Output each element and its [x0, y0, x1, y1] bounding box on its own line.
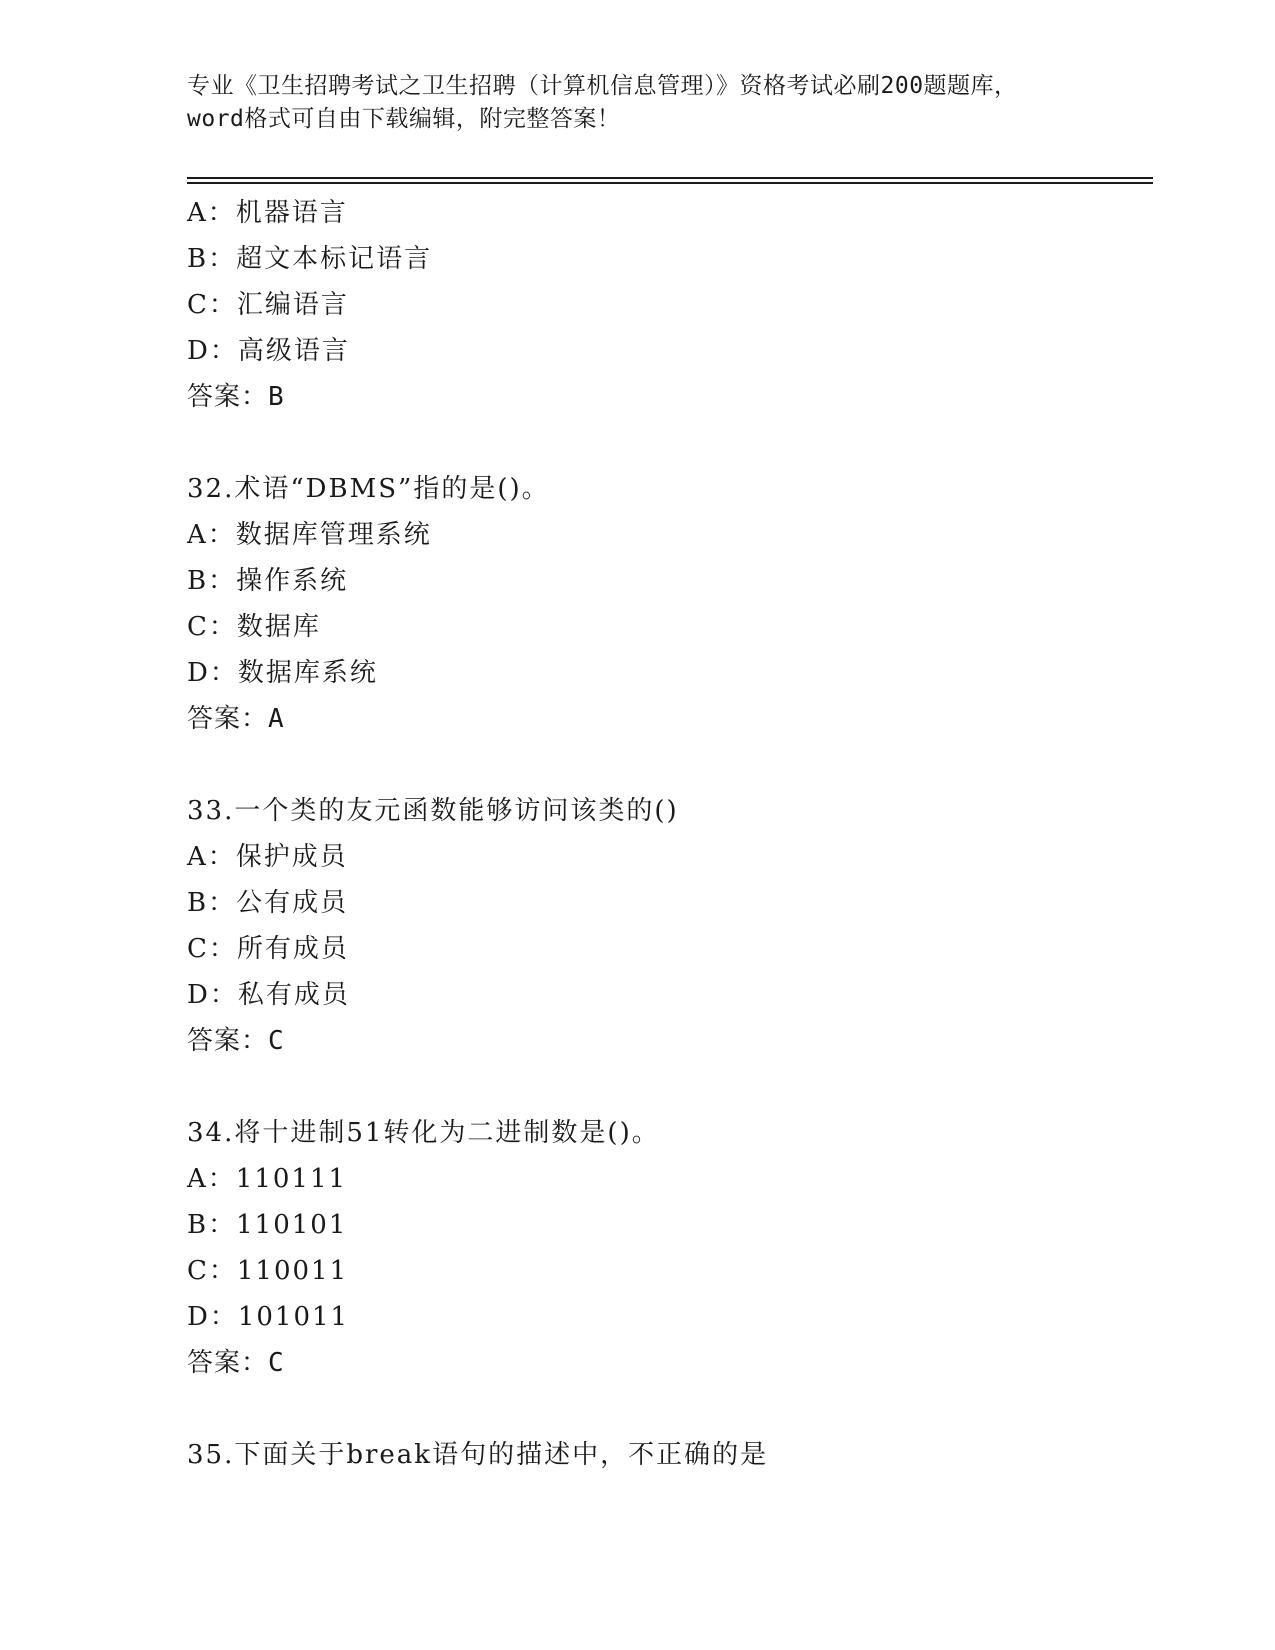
question-stem: 33.一个类的友元函数能够访问该类的()	[187, 796, 679, 826]
option-b: B：公有成员	[187, 888, 349, 918]
option-d: D：私有成员	[187, 980, 350, 1010]
spacer	[187, 1064, 1147, 1110]
option-c: C：数据库	[187, 612, 321, 642]
option-d: D：高级语言	[187, 336, 350, 366]
document-header	[187, 70, 1087, 136]
answer-label: 答案：	[187, 1348, 269, 1378]
header-divider-top	[187, 177, 1153, 179]
option-b: B：超文本标记语言	[187, 244, 433, 274]
answer-value: B	[268, 382, 285, 412]
option-c: C：汇编语言	[187, 290, 349, 320]
question-33	[187, 788, 1147, 1064]
answer-value: C	[268, 1026, 285, 1056]
answer-line	[187, 1340, 1147, 1386]
spacer	[187, 742, 1147, 788]
answer-label: 答案：	[187, 704, 269, 734]
answer-label: 答案：	[187, 382, 269, 412]
spacer	[187, 1386, 1147, 1432]
answer-line	[187, 1018, 1147, 1064]
option-a: A：数据库管理系统	[187, 520, 432, 550]
question-stem: 34.将十进制51转化为二进制数是()。	[187, 1118, 660, 1148]
answer-line	[187, 374, 1147, 420]
question-list	[187, 190, 1147, 1478]
answer-label: 答案：	[187, 1026, 269, 1056]
question-stem: 32.术语“DBMS”指的是()。	[187, 474, 550, 504]
answer-line	[187, 696, 1147, 742]
option-d: D：数据库系统	[187, 658, 378, 688]
header-divider-bottom	[187, 182, 1153, 184]
question-31	[187, 190, 1147, 420]
header-title-line-1: 专业《卫生招聘考试之卫生招聘（计算机信息管理）》资格考试必刷200题题库，	[187, 73, 1018, 99]
option-d: D：101011	[187, 1302, 350, 1332]
header-title-line-2: word格式可自由下载编辑，附完整答案！	[187, 106, 621, 132]
option-c: C：所有成员	[187, 934, 349, 964]
option-b: B：110101	[187, 1210, 348, 1240]
question-stem: 35.下面关于break语句的描述中，不正确的是	[187, 1440, 769, 1470]
option-c: C：110011	[187, 1256, 349, 1286]
question-34	[187, 1110, 1147, 1386]
question-35	[187, 1432, 1147, 1478]
option-a: A：110111	[187, 1164, 348, 1194]
option-a: A：保护成员	[187, 842, 348, 872]
option-a: A：机器语言	[187, 198, 348, 228]
option-b: B：操作系统	[187, 566, 349, 596]
answer-value: C	[268, 1348, 285, 1378]
spacer	[187, 420, 1147, 466]
question-32	[187, 466, 1147, 742]
answer-value: A	[268, 704, 285, 734]
